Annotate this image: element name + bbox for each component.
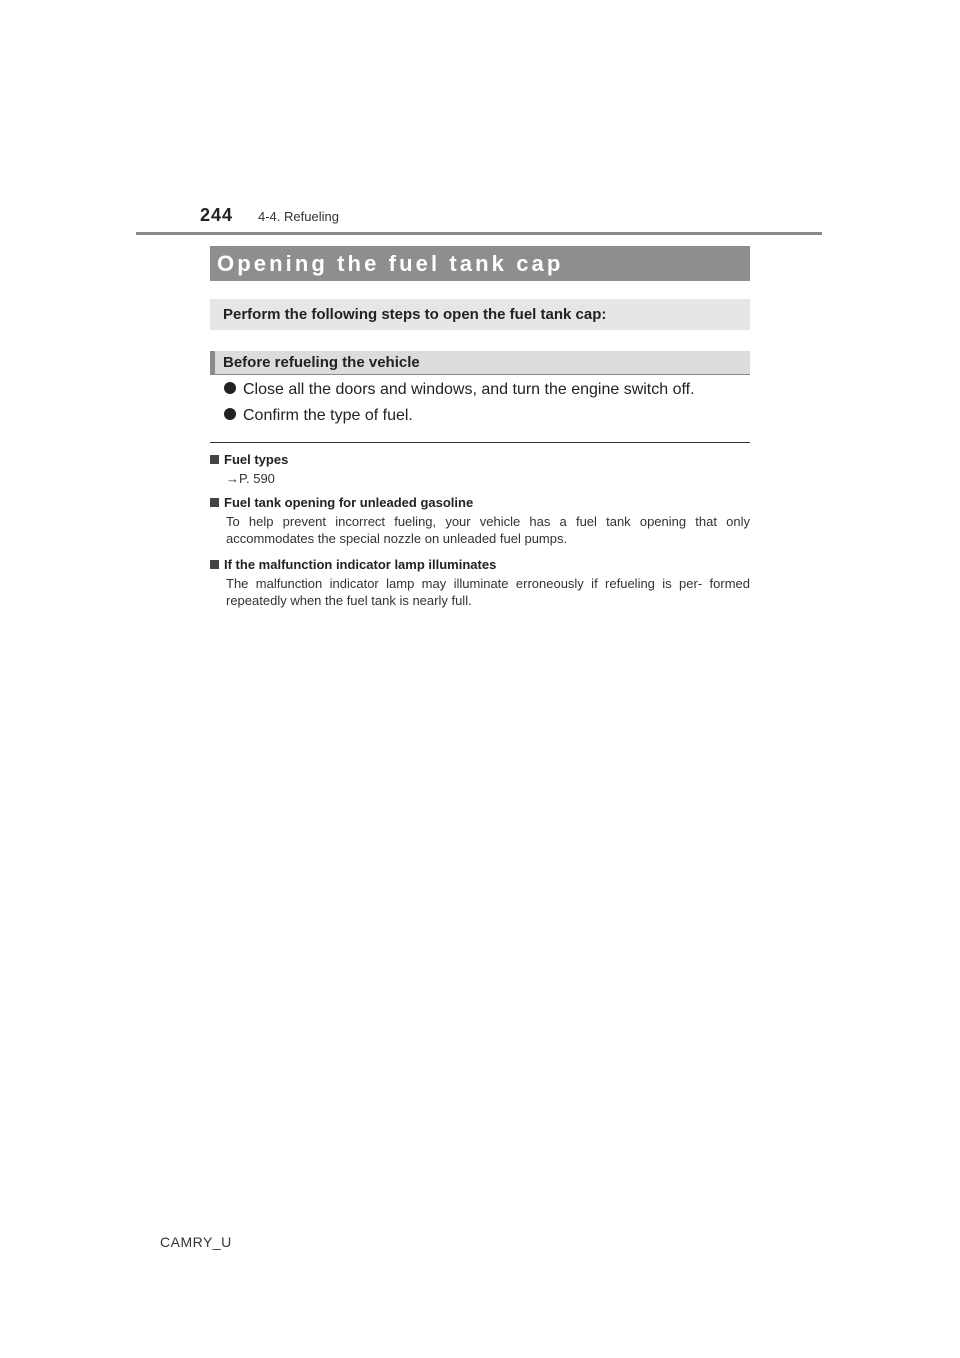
page-number: 244: [200, 205, 234, 225]
note-heading: [210, 557, 750, 572]
note-fuel-tank-opening: [210, 495, 750, 547]
note-malfunction-lamp: [210, 557, 750, 609]
page-title: Opening the fuel tank cap: [217, 251, 564, 276]
section-title-bar: [210, 246, 750, 281]
note-body: The malfunction indicator lamp may illuminate erroneously if refueling is per- formed repeatedly when the fuel tank is nearly full.: [226, 576, 750, 608]
model-code: CAMRY_U: [160, 1234, 232, 1250]
bullet-item: [224, 381, 695, 399]
note-heading: [210, 452, 750, 467]
note-heading-text: Fuel tank opening for unleaded gasoline: [224, 495, 474, 510]
bullet-text: Confirm the type of fuel.: [243, 407, 413, 424]
note-body: To help prevent incorrect fueling, your vehicle has a fuel tank opening that only accommodates the special nozzle on unleaded fuel pumps.: [226, 514, 750, 546]
note-heading: [210, 495, 750, 510]
square-bullet-icon: [210, 560, 219, 569]
bullet-text: Close all the doors and windows, and turn the engine switch off.: [243, 381, 695, 398]
subsection-header: [210, 351, 750, 375]
note-heading-text: If the malfunction indicator lamp illuminates: [224, 557, 497, 572]
header-rule: [136, 232, 822, 235]
subsection-title: Before refueling the vehicle: [223, 354, 420, 371]
square-bullet-icon: [210, 498, 219, 507]
notes-divider: [210, 442, 750, 443]
intro-box: [210, 299, 750, 330]
bullet-icon: [224, 408, 236, 420]
square-bullet-icon: [210, 455, 219, 464]
section-label: 4-4. Refueling: [258, 209, 339, 224]
bullet-item: [224, 407, 413, 425]
note-fuel-types: [210, 452, 750, 487]
note-heading-text: Fuel types: [224, 452, 289, 467]
note-body: →P. 590: [226, 471, 275, 486]
subsection-accent: [210, 351, 215, 375]
bullet-icon: [224, 382, 236, 394]
intro-text: Perform the following steps to open the fuel tank cap:: [223, 306, 607, 323]
